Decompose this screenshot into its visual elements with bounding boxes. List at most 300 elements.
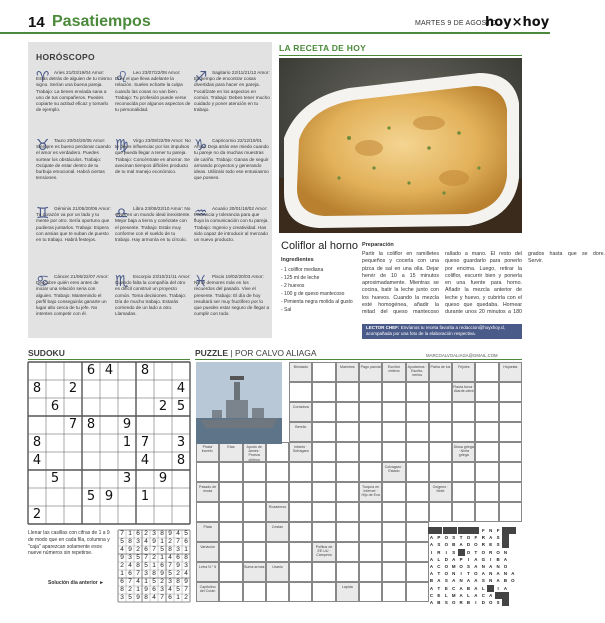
puzzle-solution-cell: A bbox=[459, 585, 463, 591]
zodiac-icon: ♎ bbox=[115, 204, 129, 222]
solution-cell: 6 bbox=[168, 594, 172, 601]
ingredient-item: - Sal bbox=[281, 307, 292, 313]
crossword-cell[interactable] bbox=[266, 582, 289, 602]
puzzle-solution-cell: C bbox=[452, 585, 456, 591]
crossword-cell[interactable] bbox=[312, 462, 335, 482]
puzzle-solution-cell: A bbox=[429, 564, 434, 569]
puzzle-solution-cell bbox=[458, 527, 465, 534]
crossword-clue: Variación bbox=[196, 542, 219, 562]
puzzle-solution-cell: N bbox=[489, 571, 493, 577]
crossword-cell[interactable] bbox=[475, 422, 498, 442]
crossword-cell[interactable] bbox=[382, 382, 405, 402]
crossword-cell[interactable] bbox=[312, 402, 335, 422]
puzzle-solution-cell: N bbox=[489, 528, 493, 533]
crossword-cell[interactable] bbox=[382, 482, 405, 502]
crossword-cell[interactable] bbox=[452, 482, 475, 502]
puzzle-solution-cell: D bbox=[466, 542, 471, 548]
puzzle-solution-cell: O bbox=[488, 600, 493, 605]
puzzle-solution-cell bbox=[509, 527, 516, 534]
crossword-cell[interactable] bbox=[312, 582, 335, 602]
crossword-cell[interactable] bbox=[289, 522, 312, 542]
crossword-cell[interactable] bbox=[289, 562, 312, 582]
sign-text: Sagitario 22/11/21/12 Amor: Es tiempo de encontrar cosas divertidas para hacer en pareja. Focalízate en los aspectos en común. Trabajo: Debes tener mucho cuidado y poner atención en tu trabajo. bbox=[194, 70, 270, 113]
puzzle-solution-cell: R bbox=[437, 549, 441, 555]
puzzle-solution-cell: R bbox=[489, 549, 493, 555]
crossword-cell[interactable] bbox=[452, 422, 475, 442]
puzzle-solution-cell: T bbox=[437, 585, 441, 591]
solution-cell: 5 bbox=[184, 530, 188, 537]
solution-cell: 2 bbox=[184, 594, 188, 601]
crossword-cell[interactable] bbox=[406, 382, 429, 402]
puzzle-solution-cell: A bbox=[503, 556, 508, 562]
puzzle-solution-cell: N bbox=[489, 578, 493, 584]
solution-cell: 6 bbox=[136, 530, 140, 537]
solution-cell: 9 bbox=[176, 562, 180, 569]
solution-cell: 1 bbox=[128, 530, 132, 537]
solution-cell: 2 bbox=[120, 562, 124, 569]
solution-cell: 4 bbox=[168, 586, 172, 593]
crossword-cell[interactable] bbox=[452, 402, 475, 422]
crossword-clue: Uranio bbox=[266, 562, 289, 582]
crossword-cell[interactable] bbox=[475, 502, 498, 522]
crossword-cell[interactable] bbox=[312, 422, 335, 442]
sudoku-cell[interactable]: 8 bbox=[140, 363, 150, 378]
crossword-clue: Hojuelas bbox=[499, 362, 522, 382]
solution-cell: 1 bbox=[136, 586, 140, 593]
puzzle-solution-cell: T bbox=[467, 571, 470, 577]
crossword-clue: Diosa griega · Ninfa griega bbox=[452, 442, 475, 462]
crossword-cell[interactable] bbox=[289, 462, 312, 482]
puzzle-solution-cell: O bbox=[466, 549, 471, 555]
sudoku-cell[interactable]: 6 bbox=[50, 399, 60, 414]
crossword-cell[interactable] bbox=[406, 522, 429, 542]
puzzle-solution-cell: A bbox=[429, 542, 434, 548]
solution-cell: 2 bbox=[128, 586, 132, 593]
horoscope-title: HORÓSCOPO bbox=[36, 52, 95, 62]
solution-cell: 3 bbox=[160, 586, 164, 593]
puzzle-solution-cell: D bbox=[444, 556, 448, 562]
crossword-cell[interactable] bbox=[406, 562, 429, 582]
puzzle-solution-cell bbox=[472, 527, 479, 534]
crossword-cell[interactable] bbox=[429, 502, 452, 522]
puzzle-solution-cell: E bbox=[444, 585, 448, 591]
crossword-cell[interactable] bbox=[336, 402, 359, 422]
puzzle-solution-cell: N bbox=[481, 564, 485, 569]
crossword-cell[interactable] bbox=[452, 462, 475, 482]
crossword-cell[interactable] bbox=[382, 582, 405, 602]
sign-text: Piscis 19/02/20/03 Amor: No te demores más en los recuerdos del pasado. Vive el presente. Trabajo: El día de hoy resultará ser muy fructífero por lo que puedes estar seguro de llegar a cumplir con todo. bbox=[194, 274, 270, 317]
puzzle-solution-cell: M bbox=[451, 564, 456, 569]
sudoku-cell[interactable]: 1 bbox=[122, 435, 132, 450]
solution-cell: 1 bbox=[184, 546, 188, 553]
crossword-cell[interactable] bbox=[406, 542, 429, 562]
solution-cell: 8 bbox=[176, 578, 180, 585]
crossword-cell[interactable] bbox=[406, 442, 429, 462]
crossword-cell[interactable] bbox=[336, 502, 359, 522]
puzzle-solution-cell: S bbox=[452, 549, 456, 555]
puzzle-solution-cell bbox=[465, 527, 472, 534]
crossword-cell[interactable] bbox=[289, 482, 312, 502]
zodiac-icon: ♒ bbox=[194, 204, 208, 222]
puzzle-solution-cell: A bbox=[459, 542, 463, 548]
solution-cell: 7 bbox=[120, 530, 124, 537]
solution-cell: 1 bbox=[160, 554, 164, 561]
puzzle-solution-cell: A bbox=[429, 585, 434, 591]
sudoku-cell[interactable]: 1 bbox=[140, 489, 150, 504]
crossword-cell[interactable] bbox=[266, 542, 289, 562]
crossword-cell[interactable] bbox=[499, 382, 522, 402]
crossword-cell[interactable] bbox=[359, 402, 382, 422]
puzzle-solution-cell: O bbox=[503, 564, 508, 569]
solution-cell: 6 bbox=[120, 578, 124, 585]
crossword-cell[interactable] bbox=[499, 462, 522, 482]
puzzle-solution-cell bbox=[487, 585, 494, 592]
crossword-cell[interactable] bbox=[382, 402, 405, 422]
sudoku-divider bbox=[28, 359, 190, 360]
solution-cell: 1 bbox=[120, 570, 124, 577]
crossword-clue: Pago parcial bbox=[359, 362, 382, 382]
page-number: 14 bbox=[28, 14, 45, 31]
chef-note-text: Envíanos tu receta favorita a redaccion@hoyxhoy.cl, acompañada por una foto de la elaboración respectiva. bbox=[366, 325, 506, 337]
puzzle-solution-cell: A bbox=[429, 600, 434, 605]
solution-cell: 2 bbox=[168, 538, 172, 545]
puzzle-solution-cell: A bbox=[452, 578, 456, 584]
crossword-cell[interactable] bbox=[312, 522, 335, 542]
crossword-cell[interactable] bbox=[243, 502, 266, 522]
puzzle-solution-cell: S bbox=[444, 578, 448, 584]
zodiac-icon: ♐ bbox=[194, 68, 208, 86]
solution-cell: 9 bbox=[168, 530, 172, 537]
solution-cell: 8 bbox=[184, 554, 188, 561]
sudoku-instructions: Llenar las casillas con cifras de 1 a 9 de modo que en cada fila, columna y "caja" aparezcan solamente esos nueve números sin repetirse. bbox=[28, 530, 110, 557]
page-date: MARTES 9 DE AGOSTO bbox=[415, 20, 497, 27]
crossword-cell[interactable] bbox=[336, 542, 359, 562]
puzzle-solution-cell: N bbox=[503, 571, 508, 577]
crossword-clue: Ayudamos · Escrito-nerlos bbox=[406, 362, 429, 382]
crossword-clue: Patria de luz bbox=[429, 362, 452, 382]
crossword-cell[interactable] bbox=[266, 462, 289, 482]
solution-cell: 3 bbox=[128, 554, 132, 561]
crossword-cell[interactable] bbox=[499, 422, 522, 442]
crossword-cell[interactable] bbox=[196, 462, 219, 482]
crossword-cell[interactable] bbox=[359, 502, 382, 522]
solution-cell: 6 bbox=[152, 586, 156, 593]
puzzle-solution-cell: B bbox=[466, 585, 471, 591]
crossword-cell[interactable] bbox=[243, 522, 266, 542]
crossword-cell[interactable] bbox=[406, 422, 429, 442]
crossword-clue: Cestan bbox=[266, 522, 289, 542]
puzzle-solution-cell bbox=[435, 527, 442, 534]
sudoku-cell[interactable]: 7 bbox=[68, 417, 78, 432]
crossword-cell[interactable] bbox=[475, 442, 498, 462]
crossword-cell[interactable] bbox=[336, 482, 359, 502]
crossword-cell[interactable] bbox=[243, 542, 266, 562]
sign-text: Aries 21/03/19/04 Amor: Estás detrás de alguien de tu mismo signo. Serían una buena pareja. Trabajo: La tienes enviada sana a uno de tus compañeros. Puedes copiarte su actitud eficaz y tomarlo de ejemplo. bbox=[36, 70, 112, 113]
sudoku-cell[interactable]: 4 bbox=[104, 363, 114, 378]
solution-cell: 6 bbox=[144, 546, 148, 553]
crossword-cell[interactable] bbox=[219, 542, 242, 562]
crossword-cell[interactable] bbox=[359, 582, 382, 602]
sudoku-cell[interactable]: 4 bbox=[32, 453, 42, 468]
crossword-cell[interactable] bbox=[475, 482, 498, 502]
puzzle-solution-cell: S bbox=[496, 542, 500, 548]
puzzle-solution-cell: B bbox=[437, 600, 441, 605]
puzzle-solution-cell: C bbox=[437, 564, 441, 569]
zodiac-icon: ♓ bbox=[194, 272, 208, 290]
zodiac-icon: ♑ bbox=[194, 136, 208, 154]
solution-cell: 6 bbox=[184, 538, 188, 545]
puzzle-solution-cell: O bbox=[474, 571, 478, 577]
crossword-clue: Turquía en internet · Hijo de Eva bbox=[359, 482, 382, 502]
crossword-cell[interactable] bbox=[382, 522, 405, 542]
solution-cell: 4 bbox=[152, 594, 156, 601]
crossword-cell[interactable] bbox=[406, 462, 429, 482]
crossword-cell[interactable] bbox=[359, 442, 382, 462]
crossword-cell[interactable] bbox=[359, 562, 382, 582]
solution-cell: 1 bbox=[160, 538, 164, 545]
crossword-cell[interactable] bbox=[266, 482, 289, 502]
puzzle-solution-cell: L bbox=[437, 556, 441, 562]
puzzle-solution-cell: I bbox=[445, 549, 447, 555]
sudoku-title: SUDOKU bbox=[28, 348, 65, 358]
puzzle-solution-cell: T bbox=[474, 549, 478, 555]
crossword-cell[interactable] bbox=[289, 382, 312, 402]
prep-title: Preparación bbox=[362, 242, 394, 248]
recipe-section-title: LA RECETA DE HOY bbox=[279, 43, 367, 53]
crossword-cell[interactable] bbox=[336, 422, 359, 442]
solution-cell: 9 bbox=[120, 554, 124, 561]
crossword-cell[interactable] bbox=[499, 442, 522, 462]
recipe-divider bbox=[279, 55, 522, 56]
sudoku-cell[interactable]: 6 bbox=[86, 363, 96, 378]
solution-cell: 5 bbox=[120, 538, 124, 545]
crossword-cell[interactable] bbox=[336, 562, 359, 582]
crossword-cell[interactable] bbox=[382, 502, 405, 522]
puzzle-solution-cell: C bbox=[481, 592, 485, 598]
solution-cell: 3 bbox=[152, 530, 156, 537]
puzzle-solution-cell: A bbox=[489, 535, 493, 541]
puzzle-solution-cell: F bbox=[474, 535, 478, 541]
crossword-cell[interactable] bbox=[243, 482, 266, 502]
crossword-cell[interactable] bbox=[429, 462, 452, 482]
sudoku-cell[interactable]: 2 bbox=[158, 399, 168, 414]
solution-cell: 7 bbox=[184, 586, 188, 593]
crossword-cell[interactable] bbox=[475, 362, 498, 382]
sudoku-cell[interactable]: 5 bbox=[176, 399, 186, 414]
puzzle-solution-cell: A bbox=[459, 592, 463, 598]
puzzle-solution-cell: G bbox=[481, 556, 485, 562]
solution-cell: 5 bbox=[152, 578, 156, 585]
sudoku-cell[interactable]: 9 bbox=[122, 417, 132, 432]
prep-text: Partir la coliflor en ramilletes pequeños y cocerla con una pizca de sal en una olla. Dejar hervir de 10 a 15 minutos aproximadamente. Mientras se cocina, batir la leche junto con los huevos. Cuando la mezcla esté homogénea, añadir la mitad del queso mantecoso rallado a mano. El resto del queso guardarlo para ponerlo por encima. Luego, retirar la coliflor, escurrir bien y ponerla en una fuente para horno. Añadir la mezcla anterior de leche y huevo, y cubrirla con el queso que quedaba. Hornear durante unos 20 minutos a 180 grados hasta que se dore. Servir. bbox=[362, 251, 605, 316]
puzzle-solution-cell: B bbox=[429, 578, 434, 584]
ingredients-list bbox=[281, 266, 357, 314]
crossword-cell[interactable] bbox=[406, 402, 429, 422]
crossword-cell[interactable] bbox=[382, 562, 405, 582]
crossword-cell[interactable] bbox=[475, 402, 498, 422]
puzzle-solution-cell: L bbox=[444, 592, 448, 598]
zodiac-icon: ♊ bbox=[36, 204, 50, 222]
sudoku-cell[interactable]: 5 bbox=[50, 471, 60, 486]
crossword-cell[interactable] bbox=[219, 482, 242, 502]
crossword-cell[interactable] bbox=[382, 442, 405, 462]
sudoku-cell[interactable]: 4 bbox=[140, 453, 150, 468]
solution-cell: 8 bbox=[168, 546, 172, 553]
puzzle-solution-cell: O bbox=[451, 600, 456, 605]
crossword-cell[interactable] bbox=[429, 422, 452, 442]
crossword-cell[interactable] bbox=[312, 442, 335, 462]
ingredient-item: - 125 ml de leche bbox=[281, 275, 320, 281]
crossword-cell[interactable] bbox=[312, 562, 335, 582]
puzzle-solution-cell: B bbox=[503, 578, 508, 584]
crossword-cell[interactable] bbox=[312, 482, 335, 502]
puzzle-title-text: PUZZLE bbox=[195, 348, 229, 358]
crossword-cell[interactable] bbox=[499, 402, 522, 422]
crossword-clue: Letra N.° 6 bbox=[196, 562, 219, 582]
puzzle-solution-cell: P bbox=[459, 556, 463, 562]
crossword-cell[interactable] bbox=[266, 442, 289, 462]
solution-cell: 8 bbox=[120, 586, 124, 593]
crossword-clue: Oxígeno · Mote bbox=[429, 482, 452, 502]
crossword-clue: Etas bbox=[219, 442, 242, 462]
crossword-cell[interactable] bbox=[382, 542, 405, 562]
solution-cell: 5 bbox=[176, 586, 180, 593]
solution-cell: 3 bbox=[176, 546, 180, 553]
sudoku-cell[interactable]: 8 bbox=[176, 453, 186, 468]
puzzle-solution-cell bbox=[443, 527, 450, 534]
crossword-cell[interactable] bbox=[406, 582, 429, 602]
chef-note bbox=[362, 324, 522, 339]
crossword-clue: Lapida bbox=[336, 582, 359, 602]
sudoku-cell[interactable]: 3 bbox=[122, 471, 132, 486]
sudoku-cell[interactable]: 2 bbox=[32, 507, 42, 522]
crossword-cell[interactable] bbox=[289, 582, 312, 602]
puzzle-solution-cell: A bbox=[496, 571, 500, 577]
puzzle-solution-cell: L bbox=[467, 592, 470, 598]
crossword-cell[interactable] bbox=[359, 422, 382, 442]
sudoku-cell[interactable]: 3 bbox=[176, 435, 186, 450]
puzzle-solution-cell: D bbox=[481, 600, 485, 605]
crossword-cell[interactable] bbox=[219, 522, 242, 542]
solution-cell: 7 bbox=[144, 554, 148, 561]
ingredients-title: Ingredientes bbox=[281, 257, 314, 263]
sudoku-cell[interactable]: 7 bbox=[140, 435, 150, 450]
crossword-cell[interactable] bbox=[499, 482, 522, 502]
crossword-cell[interactable] bbox=[429, 402, 452, 422]
solution-cell: 9 bbox=[160, 570, 164, 577]
crossword-cell[interactable] bbox=[336, 442, 359, 462]
crossword-cell[interactable] bbox=[196, 502, 219, 522]
crossword-cell[interactable] bbox=[219, 462, 242, 482]
sign-text: Leo 23/07/22/08 Amor: Eres el que lleva adelante la relación. Sueles echarte la culpa cuando las cosas no van bien. Trabajo: Tu profesión puede verse reconocida por algunos aspectos de tu personalidad. bbox=[115, 70, 191, 113]
crossword-clue: Berelio bbox=[289, 422, 312, 442]
crossword-cell[interactable] bbox=[429, 382, 452, 402]
crossword-cell[interactable] bbox=[382, 422, 405, 442]
solution-cell: 3 bbox=[120, 594, 124, 601]
crossword-cell[interactable] bbox=[336, 462, 359, 482]
puzzle-solution-cell: F bbox=[496, 528, 500, 533]
puzzle-solution-cell: A bbox=[429, 535, 434, 541]
recipe-photo bbox=[279, 58, 522, 233]
solution-cell: 7 bbox=[176, 538, 180, 545]
puzzle-solution-cell: N bbox=[496, 564, 500, 569]
warship-photo bbox=[196, 362, 282, 444]
puzzle-solution-cell: P bbox=[437, 535, 441, 541]
solution-cell: 3 bbox=[184, 562, 188, 569]
crossword-cell[interactable] bbox=[406, 482, 429, 502]
crossword-clue: Maestros bbox=[336, 362, 359, 382]
puzzle-solution-cell: O bbox=[459, 564, 463, 569]
puzzle-solution-cell: R bbox=[481, 542, 485, 548]
puzzle-solution-cell: A bbox=[437, 578, 441, 584]
puzzle-solution-cell: O bbox=[444, 542, 448, 548]
sudoku-cell[interactable]: 8 bbox=[32, 381, 42, 396]
crossword-cell[interactable] bbox=[475, 462, 498, 482]
crossword-cell[interactable] bbox=[312, 382, 335, 402]
sudoku-cell[interactable]: 9 bbox=[104, 489, 114, 504]
crossword-cell[interactable] bbox=[499, 502, 522, 522]
puzzle-solution-cell: A bbox=[474, 564, 478, 569]
crossword-cell[interactable] bbox=[219, 582, 242, 602]
crossword-cell[interactable] bbox=[429, 442, 452, 462]
sudoku-cell[interactable]: 5 bbox=[86, 489, 96, 504]
crossword-cell[interactable] bbox=[336, 382, 359, 402]
sign-text: Acuario 20/01/18/02 Amor: Paciencia y tolerancia para que fluya la comunicación con tu pareja. Trabajo: Ingenio y creatividad. Has sido capaz de introducir al mercado un nuevo producto. bbox=[194, 206, 269, 243]
crossword-clue: Rozaemos bbox=[266, 502, 289, 522]
crossword-cell[interactable] bbox=[312, 362, 335, 382]
sudoku-cell[interactable]: 9 bbox=[158, 471, 168, 486]
crossword-cell[interactable] bbox=[312, 502, 335, 522]
puzzle-solution-cell: T bbox=[459, 535, 463, 541]
puzzle-solution-cell: I bbox=[460, 571, 462, 577]
crossword-cell[interactable] bbox=[243, 582, 266, 602]
crossword-cell[interactable] bbox=[359, 382, 382, 402]
crossword-cell[interactable] bbox=[219, 502, 242, 522]
solution-cell: 9 bbox=[128, 546, 132, 553]
crossword-cell[interactable] bbox=[475, 382, 498, 402]
solution-cell: 4 bbox=[144, 538, 148, 545]
puzzle-solution-cell: C bbox=[429, 592, 434, 598]
crossword-cell[interactable] bbox=[359, 462, 382, 482]
sudoku-cell[interactable]: 2 bbox=[68, 381, 78, 396]
solution-cell: 6 bbox=[160, 562, 164, 569]
zodiac-icon: ♍ bbox=[115, 136, 129, 154]
puzzle-solution-cell: R bbox=[481, 535, 485, 541]
sudoku-cell[interactable]: 8 bbox=[32, 435, 42, 450]
solution-cell: 4 bbox=[120, 546, 124, 553]
crossword-cell[interactable] bbox=[219, 562, 242, 582]
puzzle-solution-cell: S bbox=[467, 564, 470, 569]
sudoku-cell[interactable]: 8 bbox=[86, 417, 96, 432]
crossword-cell[interactable] bbox=[243, 462, 266, 482]
puzzle-solution-cell: O bbox=[444, 535, 448, 541]
crossword-cell[interactable] bbox=[359, 522, 382, 542]
sudoku-cell[interactable]: 4 bbox=[176, 381, 186, 396]
crossword-cell[interactable] bbox=[406, 502, 429, 522]
solution-cell: 1 bbox=[176, 594, 180, 601]
crossword-cell[interactable] bbox=[336, 522, 359, 542]
crossword-cell[interactable] bbox=[452, 502, 475, 522]
solution-cell: 5 bbox=[160, 546, 164, 553]
zodiac-icon: ♋ bbox=[36, 272, 50, 290]
crossword-cell[interactable] bbox=[289, 542, 312, 562]
crossword-cell[interactable] bbox=[289, 502, 312, 522]
solution-cell: 6 bbox=[128, 570, 132, 577]
crossword-clue: Frijoles bbox=[452, 362, 475, 382]
solution-cell: 3 bbox=[168, 578, 172, 585]
crossword-cell[interactable] bbox=[359, 542, 382, 562]
solution-cell: 4 bbox=[176, 530, 180, 537]
